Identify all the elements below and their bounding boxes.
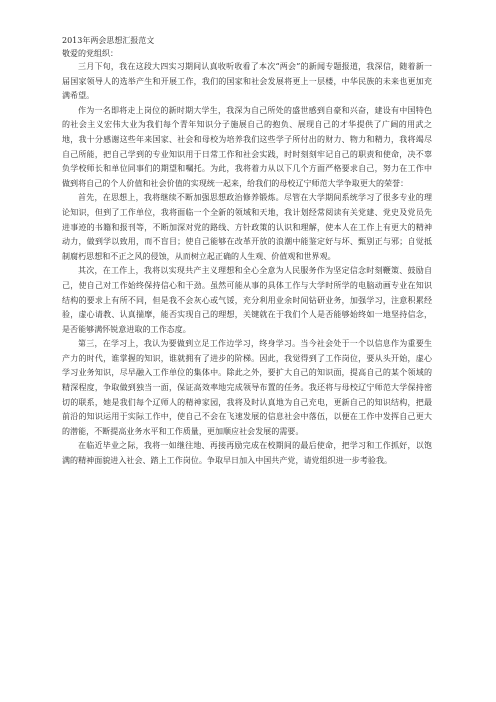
paragraph-study: 第三，在学习上，我认为要做到立足工作边学习，终身学习。当今社会处于一个以信息作为重要生产力的时代，谁掌握的知识，谁就拥有了进步的阶梯。因此，我觉得到了工作岗位，要从头开始，虚心学习业务知识，尽早融入工作单位的集体中。除此之外，要扩大自己的知识面，提高自己的某个领域的精深程度，争取做到独当一面，保证高效率地完成领导布置的任务。我还将与母校辽宁师范大学保持密切的联系，她是我们每个辽师人的精神家园，我将及时认真地为自己充电，更新自己的知识结构，把最前沿的知识运用于实际工作中，使自己不会在飞速发展的信息社会中落伍，以便在工作中发挥自己更大的潜能，不断提高业务水平和工作质量，更加顺应社会发展的需要。 bbox=[62, 339, 432, 436]
document-title: 2013年两会思想汇报范文 bbox=[62, 36, 155, 45]
paragraph-ideology: 首先，在思想上，我将继续不断加强思想政治修养锻炼。尽管在大学期间系统学习了很多专业的理论知识，但到了工作单位，我将面临一个全新的领域和天地，我计划经常阅读有关党建、党史及党员先进事迹的书籍和报刊等，不断加深对党的路线、方针政策的认识和理解，使本人在工作上有更大的精神动力，做到学以致用，而不盲目；使自己能够在改革开放的浪潮中能鉴定好与坏、甄别正与邪；自觉抵制腐朽思想和不正之风的侵蚀，从而树立起正确的人生观、价值观和世界观。 bbox=[62, 193, 432, 261]
salutation: 敬爱的党组织： bbox=[62, 49, 118, 58]
paragraph-commitment: 作为一名即将走上岗位的新时期大学生，我深为自己所处的盛世感到自豪和兴奋，建设有中国特色的社会主义宏伟大业为我们每个青年知识分子施展自己的抱负、展现自己的才华提供了广阔的用武之地，我十分感谢这些年来国家、社会和母校为培养我们这些学子所付出的财力、物力和精力，我将竭尽自己所能，把自己学到的专业知识用于日常工作和社会实践，时时刻刻牢记自己的职责和使命，决不辜负学校师长和单位同事们的期望和嘱托。为此，我将着力从以下几个方面严格要求自己，努力在工作中做到将自己的个人价值和社会价值的实现统一起来，给我们的母校辽宁师范大学争取更大的荣誉： bbox=[62, 105, 432, 188]
paragraph-closing: 在临近毕业之际，我将一如继往地、再接再励完成在校期间的最后使命，把学习和工作抓好，以饱满的精神面貌进入社会、踏上工作岗位。争取早日加入中国共产党，请党组织进一步考验我。 bbox=[62, 441, 432, 466]
paragraph-work: 其次，在工作上，我将以实现共产主义理想和全心全意为人民服务作为坚定信念时刻鞭策、鼓励自己，使自己对工作始终保持信心和干劲。虽然可能从事的具体工作与大学时所学的电脑动画专业在知识结构的要求上有所不同，但是我不会灰心或气馁，充分利用业余时间钻研业务，加强学习，注意积累经验，虚心请教、认真揣摩，能否实现自己的理想，关键就在于我们个人是否能够始终如一地坚持信念，是否能够满怀锐意进取的工作态度。 bbox=[62, 266, 432, 334]
paragraph-intro: 三月下旬，我在这段大四实习期间认真收听收看了本次“两会”的新闻专题报道，我深信，随着新一届国家领导人的选举产生和开展工作，我们的国家和社会发展将更上一层楼，中华民族的未来也更加充满希望。 bbox=[62, 62, 432, 101]
